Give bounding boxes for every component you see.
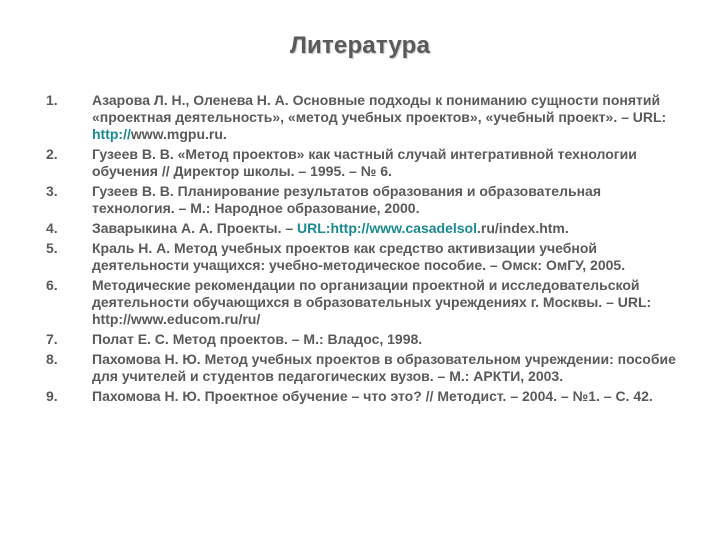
reference-text: Гузеев В. В. Планирование результатов образования и образовательная технология. – М.: Народное образование, 2000. <box>92 183 601 216</box>
reference-list <box>46 92 676 408</box>
reference-item <box>46 331 676 348</box>
reference-link[interactable]: http:// <box>92 126 131 142</box>
reference-link[interactable]: URL:http://www.casadelsol <box>297 220 477 236</box>
reference-number: 5. <box>46 240 58 256</box>
reference-tail: www.mgpu.ru. <box>130 126 227 142</box>
reference-number: 2. <box>46 146 58 162</box>
reference-item <box>46 146 676 180</box>
reference-text: Пахомова Н. Ю. Проектное обучение – что это? // Методист. – 2004. – №1. – С. 42. <box>92 388 653 404</box>
reference-main: Азарова Л. Н., Оленева Н. А. Основные подходы к пониманию сущности понятий «проектная деятельность», «метод учебных проектов», «учебный проект». – URL: <box>92 92 667 125</box>
reference-number: 9. <box>46 388 58 404</box>
slide-title: Литература <box>289 32 431 59</box>
reference-tail: .ru/index.htm. <box>476 220 569 236</box>
reference-text <box>92 92 676 143</box>
reference-text: Методические рекомендации по организации проектной и исследовательской деятельности обучающихся в образовательных учреждениях г. Москвы. – URL: http://www.educom.ru/ru/ <box>92 277 652 327</box>
reference-item <box>46 183 676 217</box>
reference-number: 1. <box>46 92 58 108</box>
reference-text: Полат Е. С. Метод проектов. – М.: Владос, 1998. <box>92 331 423 347</box>
reference-number: 3. <box>46 183 58 199</box>
reference-item <box>46 277 676 328</box>
reference-text <box>92 220 676 237</box>
reference-item <box>46 92 676 143</box>
reference-item <box>46 240 676 274</box>
reference-item <box>46 220 676 237</box>
reference-number: 8. <box>46 351 58 367</box>
reference-item <box>46 388 676 405</box>
reference-main: Заварыкина А. А. Проекты. – <box>92 220 298 236</box>
reference-item <box>46 351 676 385</box>
reference-text: Пахомова Н. Ю. Метод учебных проектов в образовательном учреждении: пособие для учителей и студентов педагогических вузов. – М.: АРКТИ, 2003. <box>92 351 676 384</box>
reference-text: Гузеев В. В. «Метод проектов» как частный случай интегративной технологии обучения // Директор школы. – 1995. – № 6. <box>92 146 637 179</box>
reference-text: Краль Н. А. Метод учебных проектов как средство активизации учебной деятельности учащихся: учебно-методическое пособие. – Омск: ОмГУ, 2005. <box>92 240 626 273</box>
reference-number: 7. <box>46 331 58 347</box>
reference-number: 6. <box>46 277 58 293</box>
reference-number: 4. <box>46 220 58 236</box>
